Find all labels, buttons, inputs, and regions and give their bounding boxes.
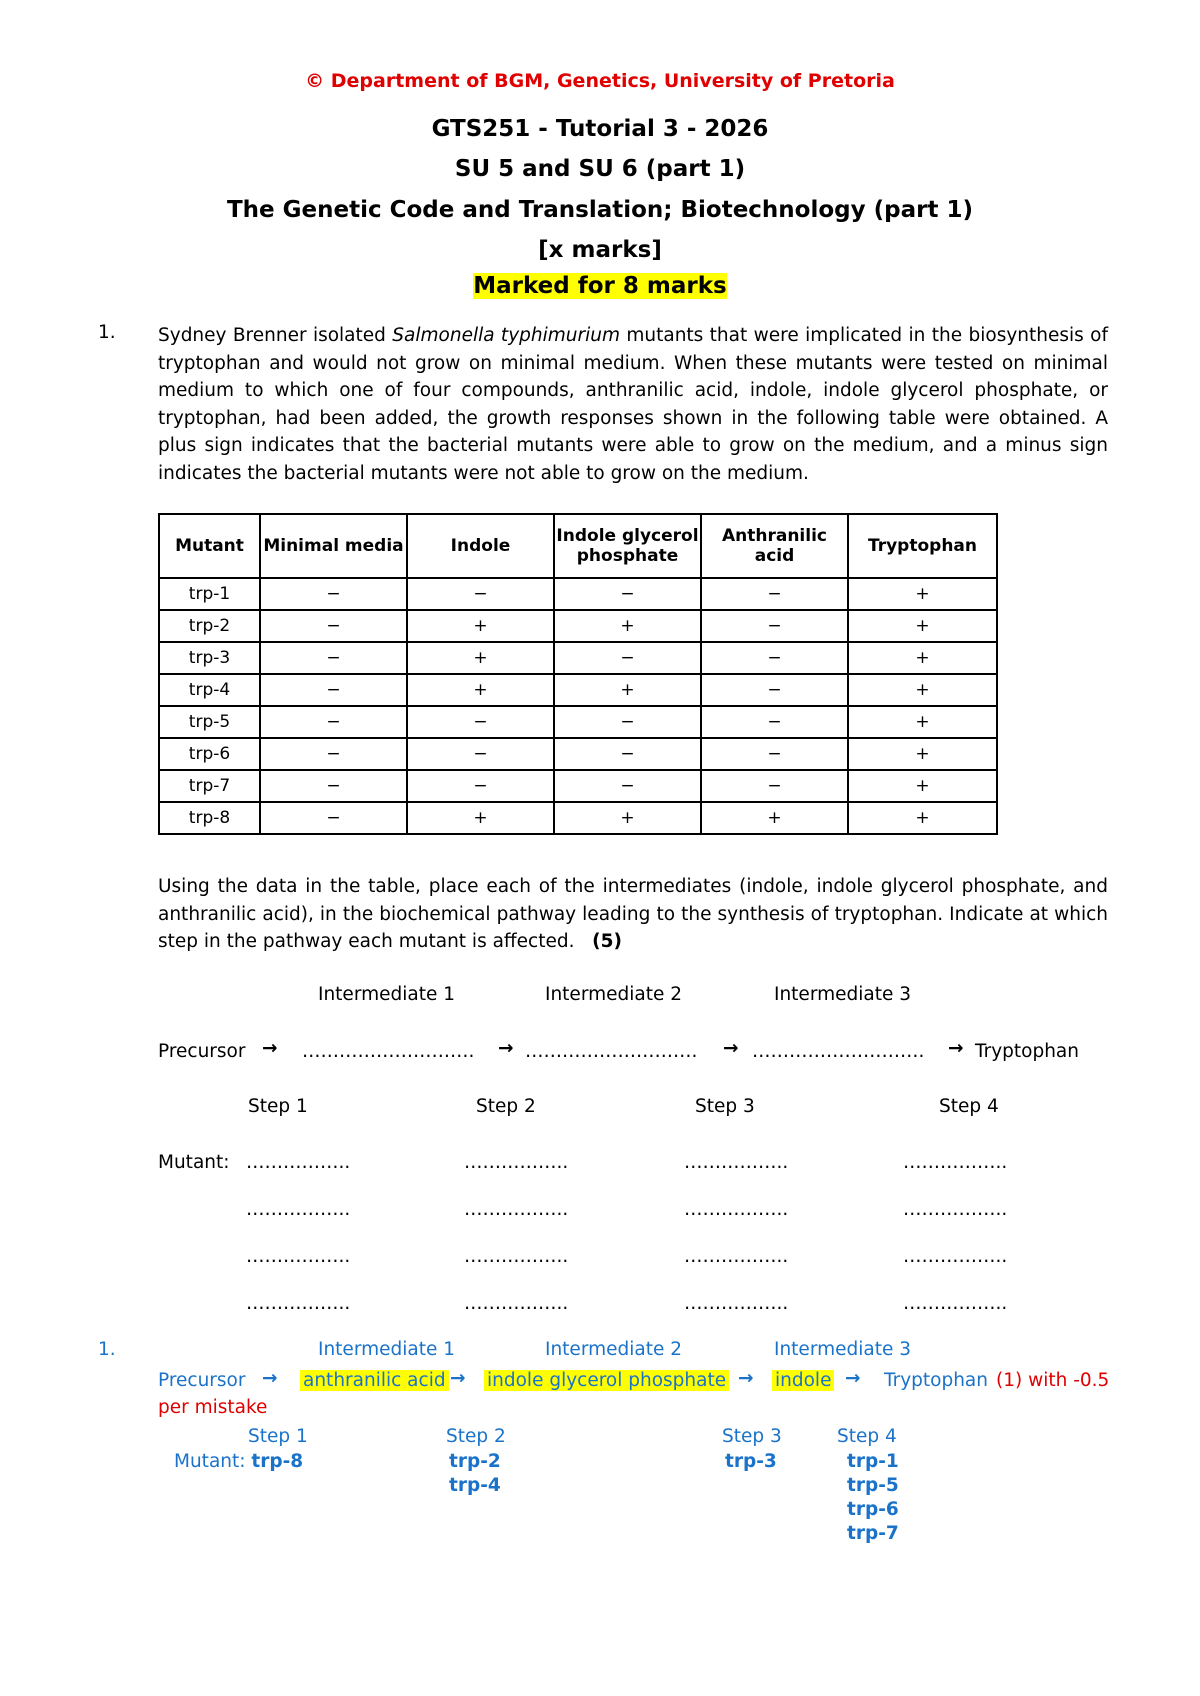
table-cell: trp-7 — [159, 770, 260, 802]
table-cell: − — [260, 770, 407, 802]
blank-step-2: …………….. — [464, 1246, 569, 1267]
table-cell: − — [407, 706, 554, 738]
table-cell: trp-8 — [159, 802, 260, 834]
table-cell: + — [407, 642, 554, 674]
blank-step-1: …………….. — [246, 1152, 351, 1173]
blank-step-1: …………….. — [246, 1293, 351, 1314]
step-1-label: Step 1 — [248, 1096, 308, 1117]
answer-step-2-label: Step 2 — [446, 1426, 506, 1447]
table-header-row — [159, 514, 997, 578]
answer-product: Tryptophan — [884, 1370, 988, 1391]
answer-mutant-label: Mutant: — [174, 1451, 252, 1472]
table-cell: + — [701, 802, 848, 834]
blank-intermediate-3: ………………………. — [752, 1041, 925, 1062]
answer-step-3-label: Step 3 — [722, 1426, 782, 1447]
table-cell: − — [260, 738, 407, 770]
answer-step-1-label: Step 1 — [248, 1426, 308, 1447]
table-header: Indole glycerol phosphate — [554, 514, 701, 578]
blank-step-4: …………….. — [903, 1199, 1008, 1220]
answer-intermediate-2 — [484, 1370, 729, 1391]
product-label: Tryptophan — [975, 1041, 1079, 1062]
blank-step-4: …………….. — [903, 1293, 1008, 1314]
table-cell: − — [701, 706, 848, 738]
table-cell: − — [554, 578, 701, 610]
table-cell: − — [407, 770, 554, 802]
answer-precursor-label: Precursor — [158, 1370, 246, 1391]
arrow-icon: → — [845, 1368, 861, 1389]
table-cell: − — [260, 674, 407, 706]
table-row — [159, 610, 997, 642]
table-cell: + — [848, 802, 997, 834]
table-header: Tryptophan — [848, 514, 997, 578]
arrow-icon: → — [262, 1038, 278, 1059]
table-row — [159, 770, 997, 802]
answer-mutant: trp-7 — [847, 1523, 899, 1544]
table-header: Indole — [407, 514, 554, 578]
answer-number: 1. — [98, 1339, 116, 1360]
table-cell: + — [554, 610, 701, 642]
arrow-icon: → — [262, 1368, 278, 1389]
answer-mutant: trp-6 — [847, 1499, 899, 1520]
table-row — [159, 674, 997, 706]
table-cell: − — [260, 802, 407, 834]
table-cell: + — [848, 642, 997, 674]
table-cell: − — [701, 770, 848, 802]
blank-step-2: …………….. — [464, 1199, 569, 1220]
arrow-icon: → — [498, 1038, 514, 1059]
table-cell: + — [554, 674, 701, 706]
blank-step-4: …………….. — [903, 1246, 1008, 1267]
blank-intermediate-1: ………………………. — [302, 1041, 475, 1062]
blank-step-1: …………….. — [246, 1246, 351, 1267]
step-3-label: Step 3 — [695, 1096, 755, 1117]
table-cell: − — [260, 706, 407, 738]
arrow-icon: → — [723, 1038, 739, 1059]
table-cell: − — [260, 642, 407, 674]
answer-inter3-value: indole — [772, 1370, 834, 1391]
table-cell: trp-3 — [159, 642, 260, 674]
table-cell: − — [407, 738, 554, 770]
blank-step-1: …………….. — [246, 1199, 351, 1220]
mutant-label: Mutant: — [158, 1152, 230, 1173]
answer-mutant: trp-4 — [449, 1475, 501, 1496]
arrow-icon: → — [948, 1038, 964, 1059]
intermediate-1-label: Intermediate 1 — [318, 984, 456, 1005]
table-cell: − — [701, 610, 848, 642]
marked-for-text: Marked for 8 marks — [473, 273, 727, 299]
table-row — [159, 706, 997, 738]
table-header: Mutant — [159, 514, 260, 578]
question-instruction — [158, 873, 1108, 956]
answer-inter2-value: indole glycerol phosphate — [484, 1370, 729, 1391]
table-row — [159, 738, 997, 770]
arrow-icon: → — [738, 1368, 754, 1389]
blank-step-3: …………….. — [684, 1152, 789, 1173]
instruction-text: Using the data in the table, place each of the intermediates (indole, indole glycerol phosphate, and anthranilic acid), in the biochemical pathway leading to the synthesis of tryptophan. Indicate at which step in the pathway each mutant is affected. — [158, 876, 1108, 952]
table-cell: trp-4 — [159, 674, 260, 706]
table-cell: trp-2 — [159, 610, 260, 642]
page-subtitle: SU 5 and SU 6 (part 1) — [454, 156, 746, 182]
table-cell: + — [848, 578, 997, 610]
table-cell: − — [554, 738, 701, 770]
table-cell: + — [848, 770, 997, 802]
total-marks: [x marks] — [538, 237, 662, 263]
table-cell: + — [848, 738, 997, 770]
answer-mutant: trp-2 — [449, 1451, 501, 1472]
growth-table — [158, 513, 998, 835]
intermediate-2-label: Intermediate 2 — [545, 984, 683, 1005]
table-cell: trp-5 — [159, 706, 260, 738]
marking-note-continued: per mistake — [158, 1397, 268, 1418]
answer-mutant: trp-5 — [847, 1475, 899, 1496]
precursor-label: Precursor — [158, 1041, 246, 1062]
table-cell: + — [554, 802, 701, 834]
table-cell: − — [407, 578, 554, 610]
table-cell: + — [407, 674, 554, 706]
table-cell: − — [260, 610, 407, 642]
answer-intermediate-1-label: Intermediate 1 — [318, 1339, 456, 1360]
blank-step-4: …………….. — [903, 1152, 1008, 1173]
question-intro — [158, 322, 1108, 487]
answer-intermediate-1 — [300, 1370, 449, 1391]
table-cell: − — [260, 578, 407, 610]
blank-step-3: …………….. — [684, 1199, 789, 1220]
answer-mutant-row — [174, 1451, 303, 1472]
blank-step-2: …………….. — [464, 1152, 569, 1173]
intro-text-a: Sydney Brenner isolated — [158, 325, 393, 346]
table-cell: − — [554, 770, 701, 802]
table-cell: − — [554, 642, 701, 674]
table-cell: − — [701, 674, 848, 706]
table-cell: trp-6 — [159, 738, 260, 770]
table-cell: − — [701, 578, 848, 610]
table-cell: + — [848, 674, 997, 706]
answer-mutant: trp-8 — [251, 1451, 304, 1472]
table-cell: + — [407, 802, 554, 834]
table-cell: − — [701, 738, 848, 770]
question-number: 1. — [98, 322, 116, 343]
step-2-label: Step 2 — [476, 1096, 536, 1117]
blank-intermediate-2: ………………………. — [525, 1041, 698, 1062]
answer-intermediate-3-label: Intermediate 3 — [774, 1339, 912, 1360]
table-cell: − — [554, 706, 701, 738]
answer-mutant: trp-1 — [847, 1451, 899, 1472]
marked-for-badge — [0, 273, 1200, 299]
copyright-notice: © Department of BGM, Genetics, University of Pretoria — [305, 70, 895, 92]
table-row — [159, 642, 997, 674]
table-cell: + — [848, 610, 997, 642]
page-title: GTS251 - Tutorial 3 - 2026 — [431, 116, 769, 142]
table-header: Anthranilic acid — [701, 514, 848, 578]
intermediate-3-label: Intermediate 3 — [774, 984, 912, 1005]
answer-mutant: trp-3 — [725, 1451, 777, 1472]
marking-note: (1) with -0.5 — [996, 1370, 1110, 1391]
table-cell: + — [407, 610, 554, 642]
table-header: Minimal media — [260, 514, 407, 578]
instruction-marks: (5) — [592, 931, 622, 952]
table-cell: − — [701, 642, 848, 674]
answer-intermediate-2-label: Intermediate 2 — [545, 1339, 683, 1360]
table-row — [159, 802, 997, 834]
blank-step-2: …………….. — [464, 1293, 569, 1314]
arrow-icon: → — [450, 1368, 466, 1389]
page-topic: The Genetic Code and Translation; Biotechnology (part 1) — [226, 197, 973, 223]
answer-intermediate-3 — [772, 1370, 834, 1391]
blank-step-3: …………….. — [684, 1293, 789, 1314]
table-row — [159, 578, 997, 610]
blank-step-3: …………….. — [684, 1246, 789, 1267]
intro-text-b: mutants that were implicated in the biosynthesis of tryptophan and would not grow on minimal medium. When these mutants were tested on minimal medium to which one of four compounds, anthranilic acid, indole, indole glycerol phosphate, or tryptophan, had been added, the growth responses shown in the following table were obtained. A plus sign indicates that the bacterial mutants were able to grow on the medium, and a minus sign indicates the bacterial mutants were not able to grow on the medium. — [158, 325, 1108, 484]
answer-inter1-value: anthranilic acid — [300, 1370, 449, 1391]
species-name: Salmonella typhimurium — [392, 325, 620, 346]
step-4-label: Step 4 — [939, 1096, 999, 1117]
table-cell: + — [848, 706, 997, 738]
answer-step-4-label: Step 4 — [837, 1426, 897, 1447]
table-cell: trp-1 — [159, 578, 260, 610]
